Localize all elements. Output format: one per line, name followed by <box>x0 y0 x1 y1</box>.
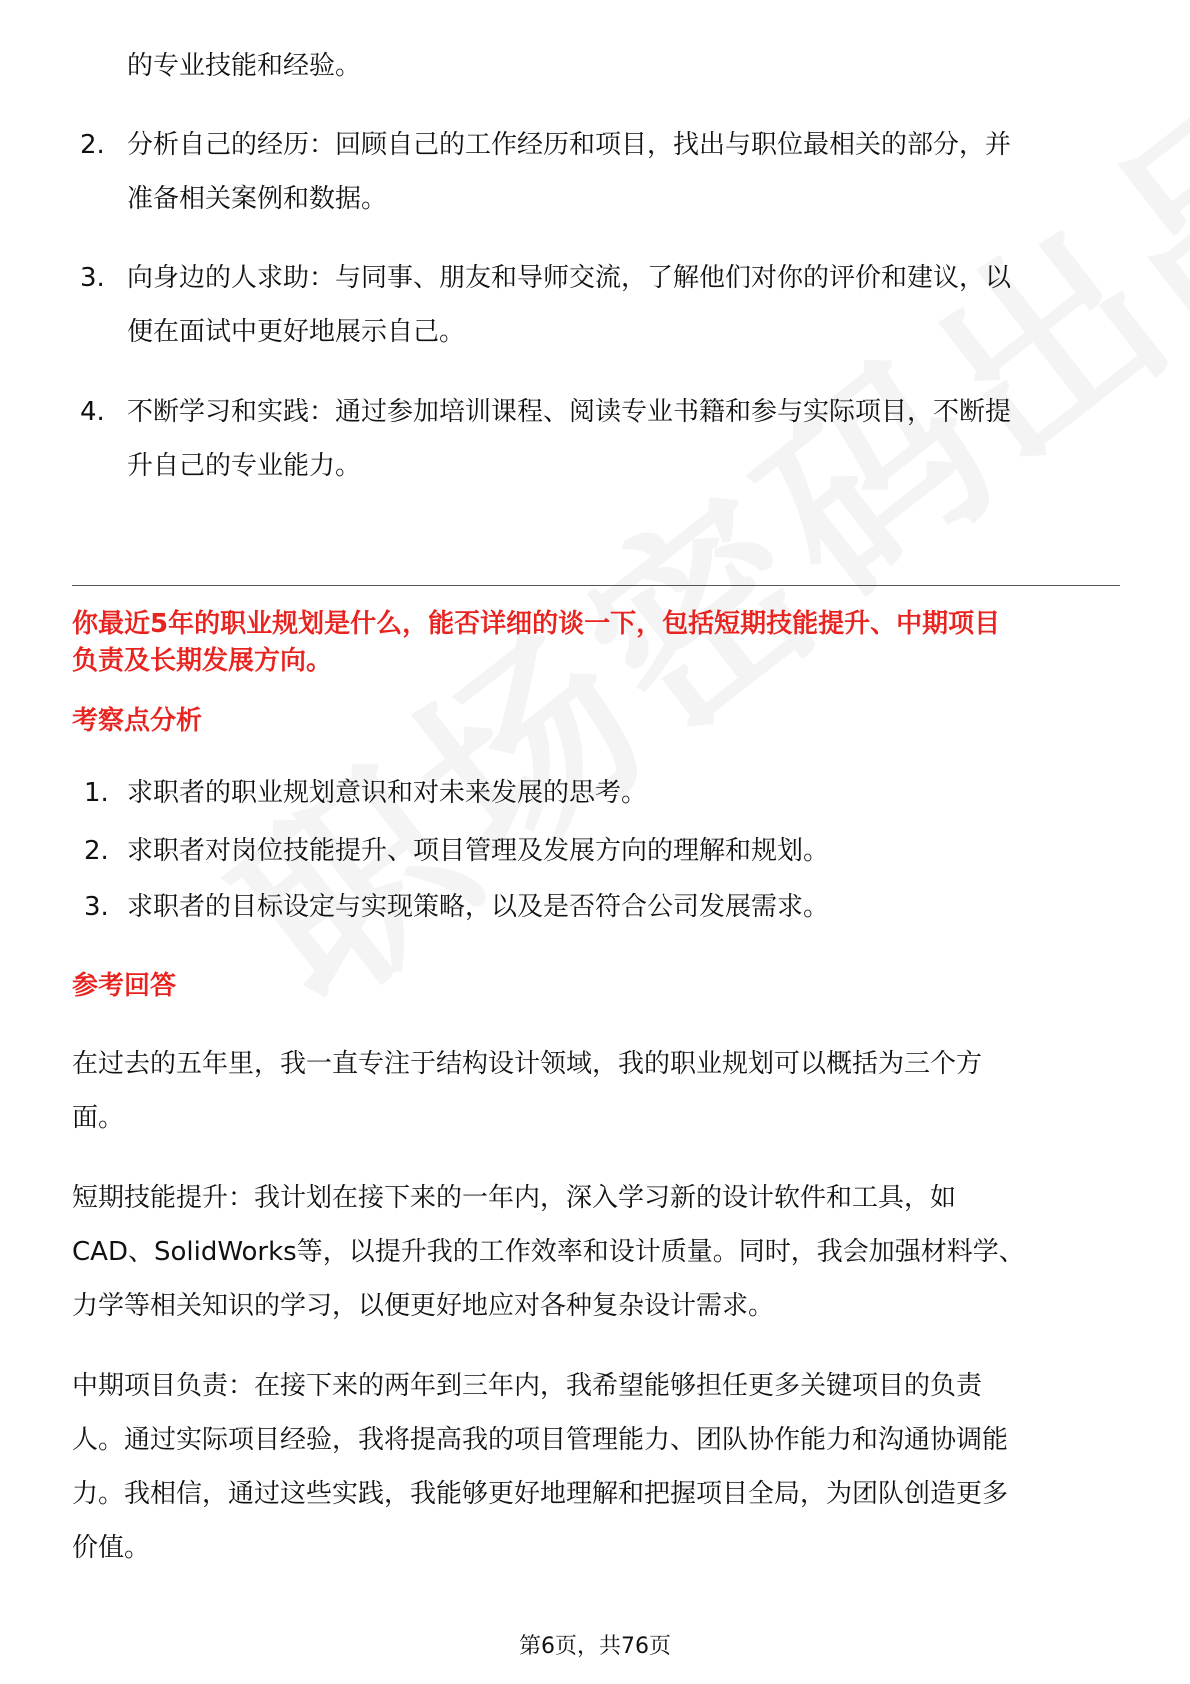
question-title-line: 你最近5年的职业规划是什么，能否详细的谈一下，包括短期技能提升、中期项目 <box>72 609 1001 639</box>
analysis-item: 求职者对岗位技能提升、项目管理及发展方向的理解和规划。 <box>127 836 830 866</box>
list-item-line: 不断学习和实践：通过参加培训课程、阅读专业书籍和参与实际项目，不断提 <box>127 397 1012 427</box>
answer-heading: 参考回答 <box>72 971 177 1001</box>
list-number: 3. <box>80 263 105 293</box>
list-item-line: 升自己的专业能力。 <box>127 451 362 481</box>
list-number: 1. <box>84 778 109 808</box>
answer-paragraph-line: 中期项目负责：在接下来的两年到三年内，我希望能够担任更多关键项目的负责 <box>72 1371 983 1401</box>
list-number: 2. <box>84 836 109 866</box>
answer-paragraph-line: 价值。 <box>72 1533 151 1563</box>
analysis-heading: 考察点分析 <box>72 706 203 736</box>
list-item-line: 准备相关案例和数据。 <box>127 184 388 214</box>
list-item-line: 向身边的人求助：与同事、朋友和导师交流，了解他们对你的评价和建议，以 <box>127 263 1012 293</box>
list-item-continuation: 的专业技能和经验。 <box>127 51 362 81</box>
list-item-line: 分析自己的经历：回顾自己的工作经历和项目，找出与职位最相关的部分，并 <box>127 130 1012 160</box>
list-number: 3. <box>84 892 109 922</box>
question-title-line: 负责及长期发展方向。 <box>72 646 333 676</box>
list-number: 4. <box>80 397 105 427</box>
list-number: 2. <box>80 130 105 160</box>
answer-paragraph-line: 短期技能提升：我计划在接下来的一年内，深入学习新的设计软件和工具，如 <box>72 1183 957 1213</box>
analysis-item: 求职者的职业规划意识和对未来发展的思考。 <box>127 778 648 808</box>
answer-paragraph-line: 面。 <box>72 1103 125 1133</box>
answer-paragraph-line: 力。我相信，通过这些实践，我能够更好地理解和把握项目全局，为团队创造更多 <box>72 1479 1009 1509</box>
answer-paragraph-line: 人。通过实际项目经验，我将提高我的项目管理能力、团队协作能力和沟通协调能 <box>72 1425 1009 1455</box>
list-item-line: 便在面试中更好地展示自己。 <box>127 317 466 347</box>
answer-paragraph-line: CAD、SolidWorks等，以提升我的工作效率和设计质量。同时，我会加强材料学、 <box>72 1237 1025 1267</box>
page-number: 第6页，共76页 <box>519 1634 671 1659</box>
answer-paragraph-line: 力学等相关知识的学习，以便更好地应对各种复杂设计需求。 <box>72 1291 775 1321</box>
section-divider <box>72 585 1120 586</box>
answer-paragraph-line: 在过去的五年里，我一直专注于结构设计领域，我的职业规划可以概括为三个方 <box>72 1049 983 1079</box>
analysis-item: 求职者的目标设定与实现策略，以及是否符合公司发展需求。 <box>127 892 830 922</box>
